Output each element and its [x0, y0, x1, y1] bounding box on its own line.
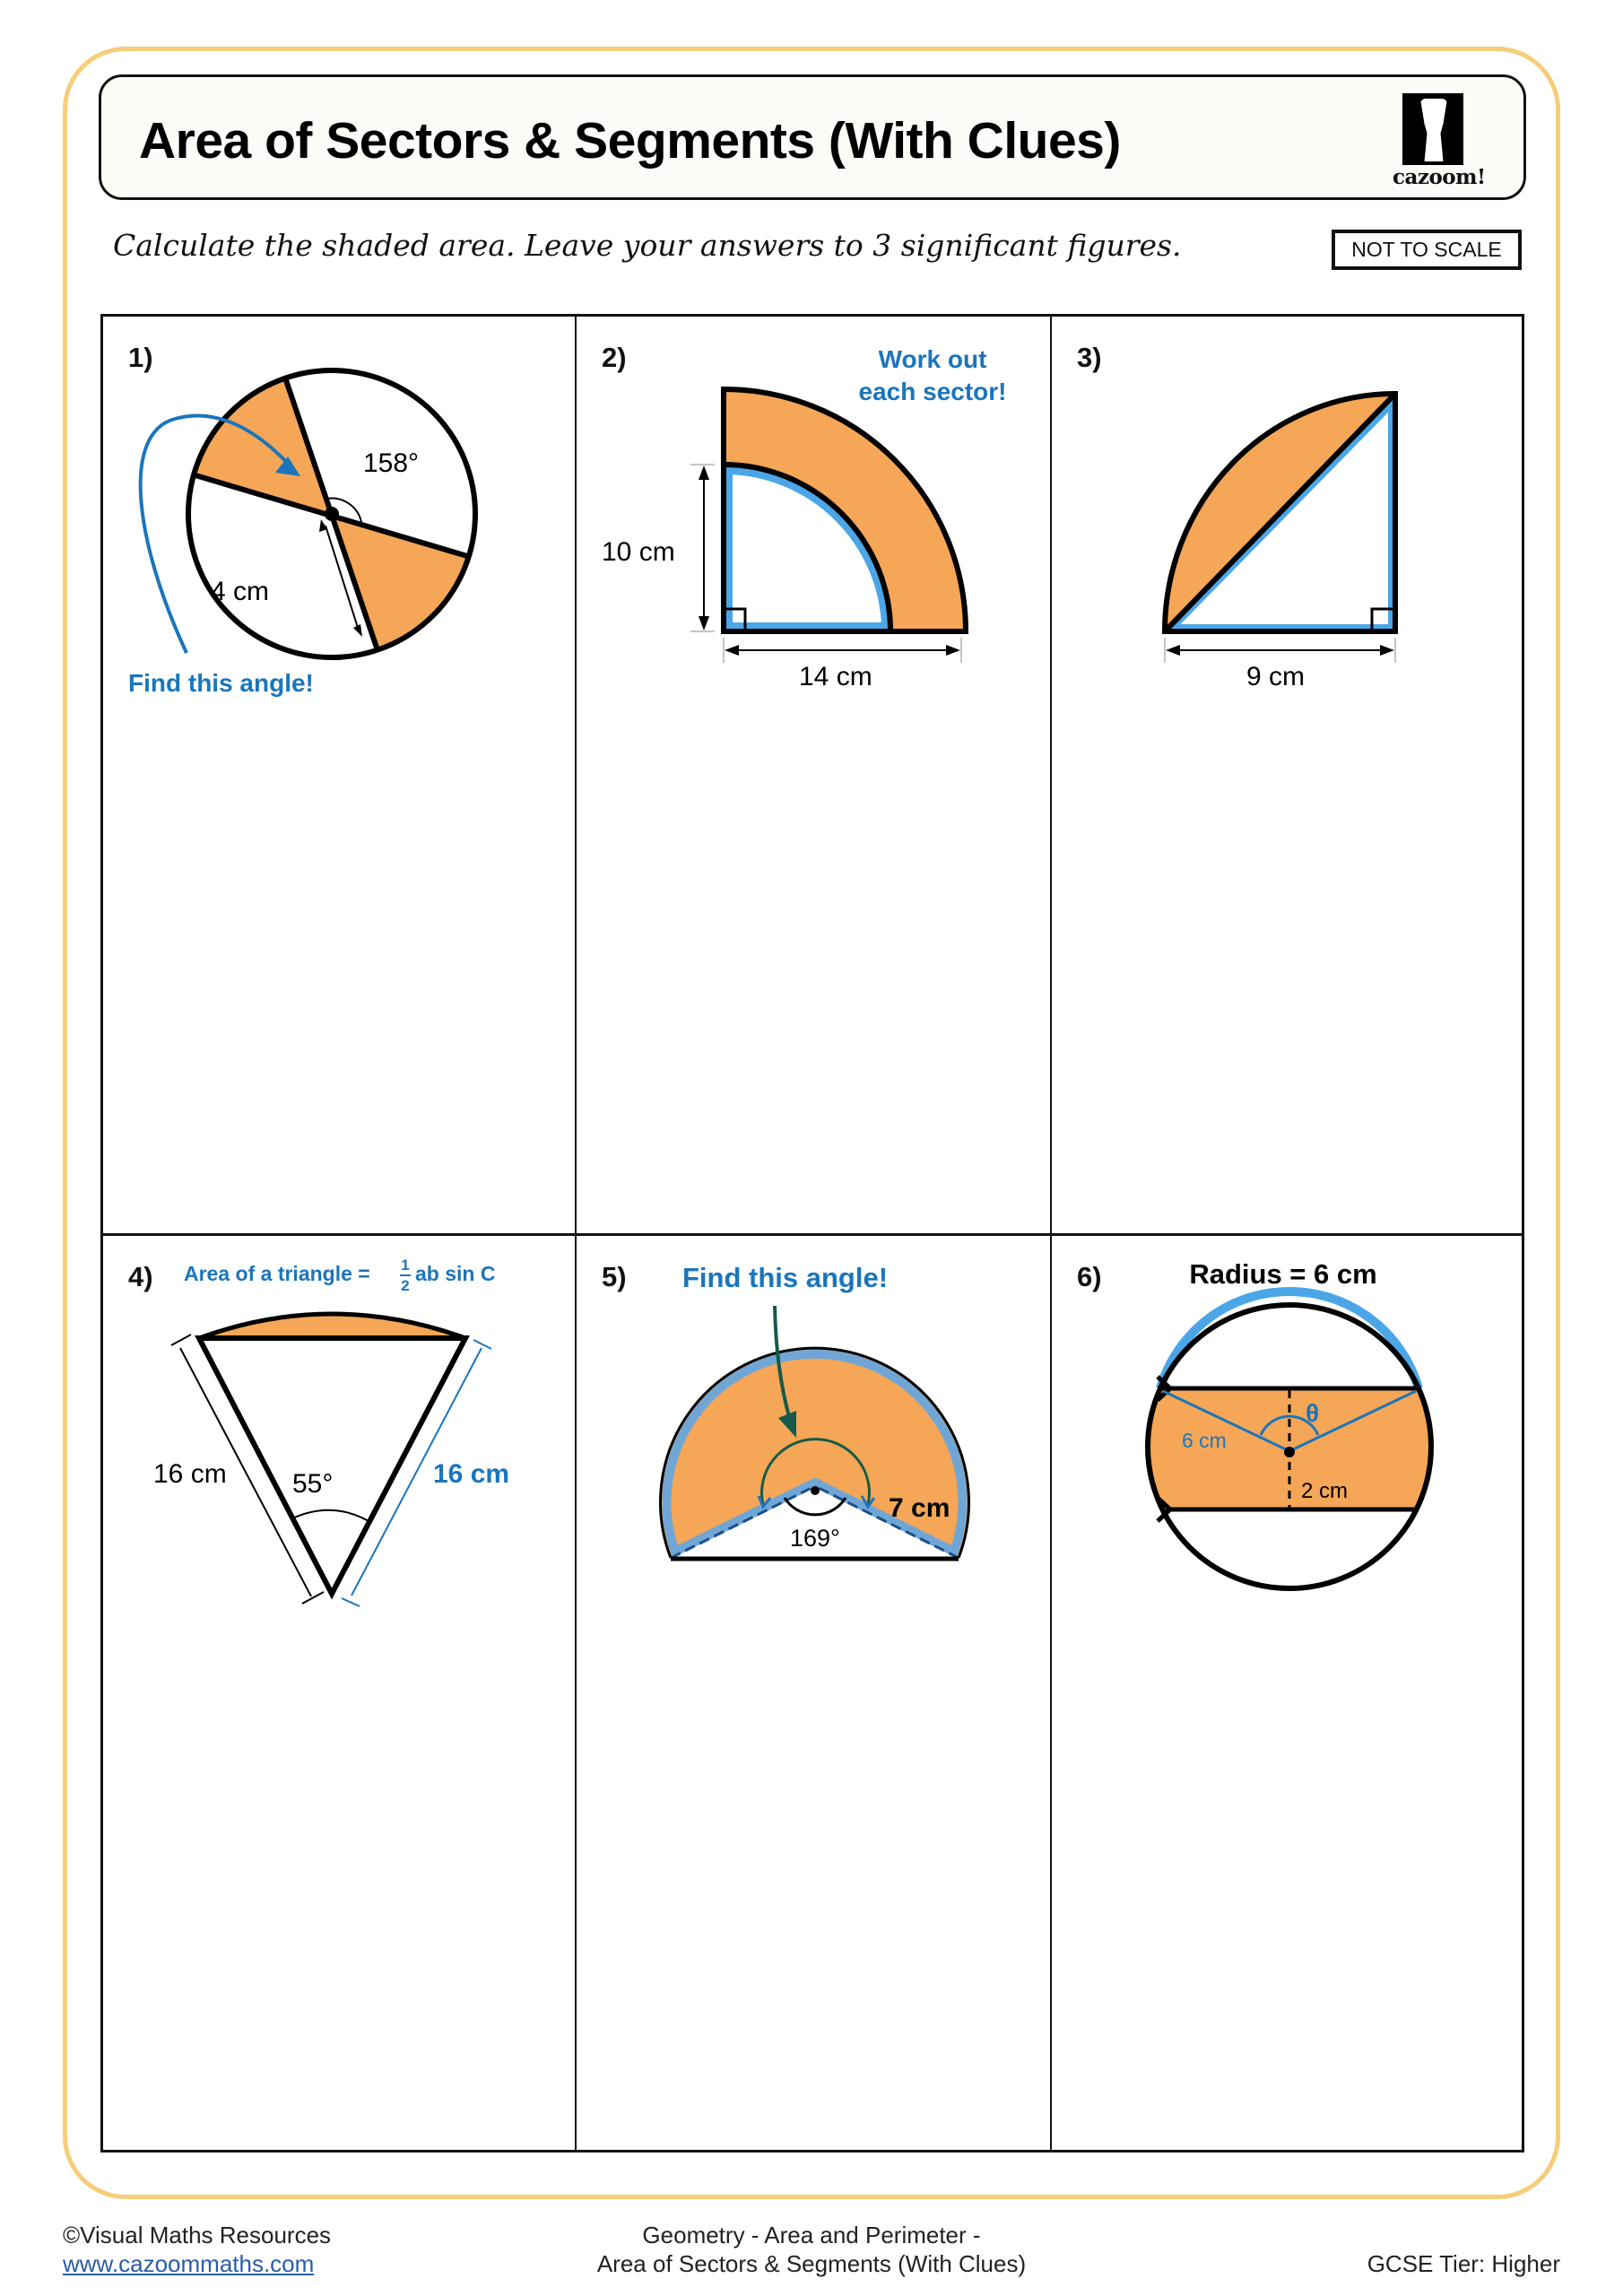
website-link[interactable]: www.cazoommaths.com [63, 2250, 315, 2277]
distance-label: 2 cm [1301, 1479, 1349, 1503]
question-3 [1052, 317, 1522, 1236]
clue-text-line1: Work out [878, 345, 987, 373]
question-2 [577, 317, 1052, 1236]
radius-heading: Radius = 6 cm [1189, 1258, 1377, 1290]
right-side-label: 16 cm [433, 1459, 510, 1489]
q5-diagram [577, 1236, 1052, 2152]
question-number: 3) [1077, 342, 1102, 373]
q3-diagram [1052, 317, 1527, 1236]
question-number: 1) [128, 342, 153, 373]
angle-label: 158° [363, 448, 420, 478]
radius-label: 7 cm [889, 1493, 950, 1523]
clue-text: Find this angle! [128, 669, 314, 697]
question-grid [100, 314, 1524, 2152]
tier-label: GCSE Tier: Higher [1367, 2250, 1560, 2277]
question-6 [1052, 1236, 1522, 2150]
clue-formula-prefix: Area of a triangle = [184, 1262, 370, 1285]
question-number: 5) [602, 1261, 627, 1292]
not-to-scale-badge: NOT TO SCALE [1332, 230, 1522, 270]
left-side-label: 16 cm [153, 1459, 227, 1489]
clue-text-line2: each sector! [858, 378, 1007, 405]
question-1 [103, 317, 577, 1236]
page-title: Area of Sectors & Segments (With Clues) [139, 112, 1121, 170]
topic-line-1: Geometry - Area and Perimeter - [642, 2222, 981, 2248]
cazoom-logo [1393, 93, 1486, 189]
logo-text: cazoom! [1393, 165, 1486, 189]
topic-line-2: Area of Sectors & Segments (With Clues) [596, 2250, 1027, 2277]
question-4 [103, 1236, 577, 2150]
clue-formula-suffix: ab sin C [415, 1262, 496, 1285]
q2-diagram [577, 317, 1052, 1236]
radius-label: 9 cm [1246, 662, 1306, 691]
clue-text: Find this angle! [682, 1262, 889, 1293]
radius-label: 4 cm [211, 577, 270, 606]
inner-radius-label: 10 cm [602, 537, 675, 567]
q1-diagram [103, 317, 577, 1236]
instructions: Calculate the shaded area. Leave your answers to 3 significant figures. [113, 228, 1182, 263]
question-number: 4) [128, 1261, 153, 1292]
copyright-text: ©Visual Maths Resources [63, 2222, 332, 2248]
fraction-numerator: 1 [401, 1257, 410, 1274]
q6-diagram [1052, 1236, 1527, 2152]
fraction-denominator: 2 [401, 1277, 410, 1294]
question-number: 6) [1077, 1261, 1102, 1292]
title-banner [99, 74, 1526, 200]
djembe-drum-icon [1402, 93, 1463, 165]
radius-label: 6 cm [1182, 1429, 1227, 1452]
question-number: 2) [602, 342, 627, 373]
angle-label: 169° [790, 1525, 840, 1552]
angle-label: 55° [292, 1469, 334, 1499]
angle-symbol: θ [1306, 1399, 1320, 1427]
question-5 [577, 1236, 1052, 2150]
q4-diagram [103, 1236, 577, 2152]
outer-radius-label: 14 cm [799, 662, 872, 691]
